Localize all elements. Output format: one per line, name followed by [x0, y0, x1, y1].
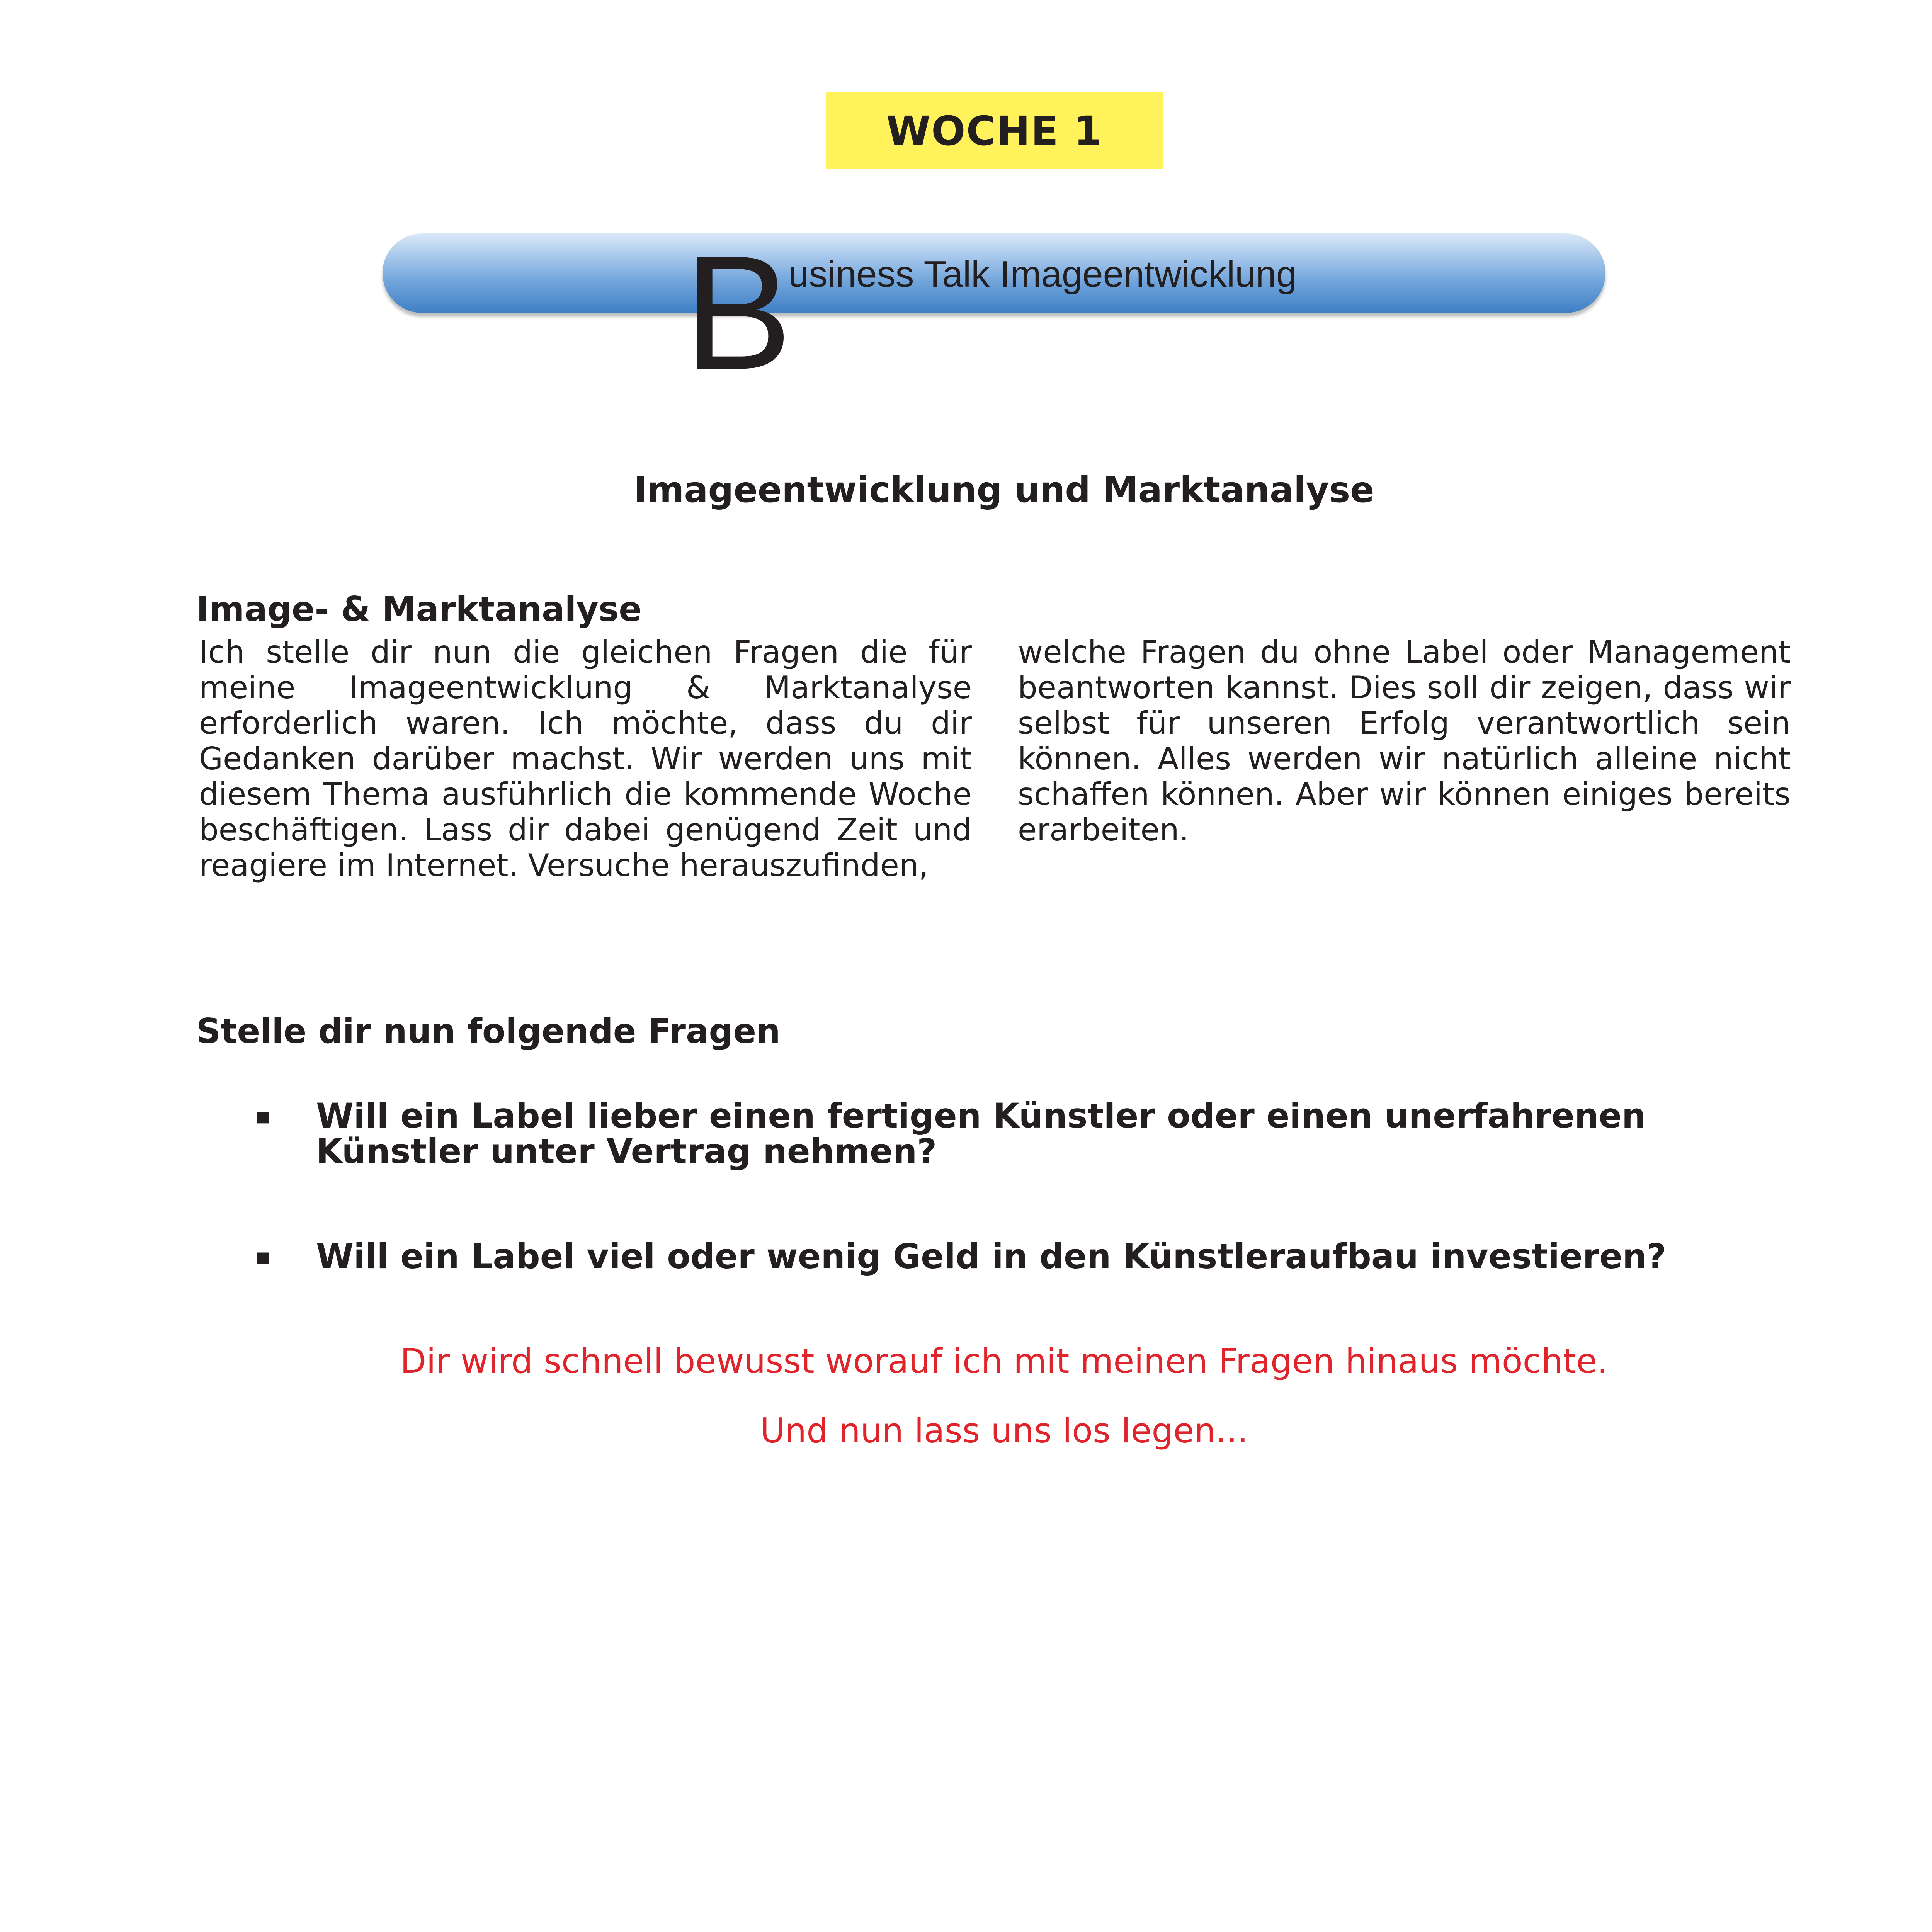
question-item	[255, 1098, 1801, 1172]
week-badge: WOCHE 1	[826, 92, 1163, 169]
questions-title: Stelle dir nun folgende Fragen	[196, 1011, 781, 1051]
highlight-note: Und nun lass uns los legen...	[760, 1411, 1248, 1451]
intro-paragraph-left: Ich stelle dir nun die gleichen Fragen die für meine Imageentwicklung & Marktanalyse erforderlich waren. Ich möchte, dass du dir Gedanken darüber machst. Wir werden uns mit diesem Thema ausführlich die kommende Woche beschäftigen. Lass dir dabei genügend Zeit und reagiere im Internet. Versuche herauszufinden,	[199, 634, 972, 883]
intro-paragraph-right: welche Fragen du ohne Label oder Management beantworten kannst. Dies soll dir zeigen, dass wir selbst für unseren Erfolg verantwortlich sein können. Alles werden wir natürlich alleine nicht schaffen können. Aber wir können einiges bereits erarbeiten.	[1018, 634, 1791, 848]
question-text: Will ein Label lieber einen fertigen Künstler oder einen unerfahrenen Künstler unter Vertrag nehmen?	[316, 1096, 1646, 1171]
square-bullet-icon: ▪	[255, 1102, 271, 1129]
section-subheading: Image- & Marktanalyse	[196, 589, 642, 629]
talk-banner-title: usiness Talk Imageentwicklung	[788, 253, 1297, 295]
intro-column-left	[199, 634, 972, 883]
intro-column-right	[1018, 634, 1791, 848]
talk-banner-initial: B	[684, 222, 793, 403]
question-item	[255, 1236, 1801, 1277]
square-bullet-icon: ▪	[255, 1243, 271, 1270]
question-text: Will ein Label viel oder wenig Geld in den Künstleraufbau investieren?	[316, 1236, 1667, 1276]
page-title: Imageentwicklung und Marktanalyse	[634, 469, 1374, 510]
highlight-note: Dir wird schnell bewusst worauf ich mit meinen Fragen hinaus möchte.	[400, 1341, 1608, 1381]
